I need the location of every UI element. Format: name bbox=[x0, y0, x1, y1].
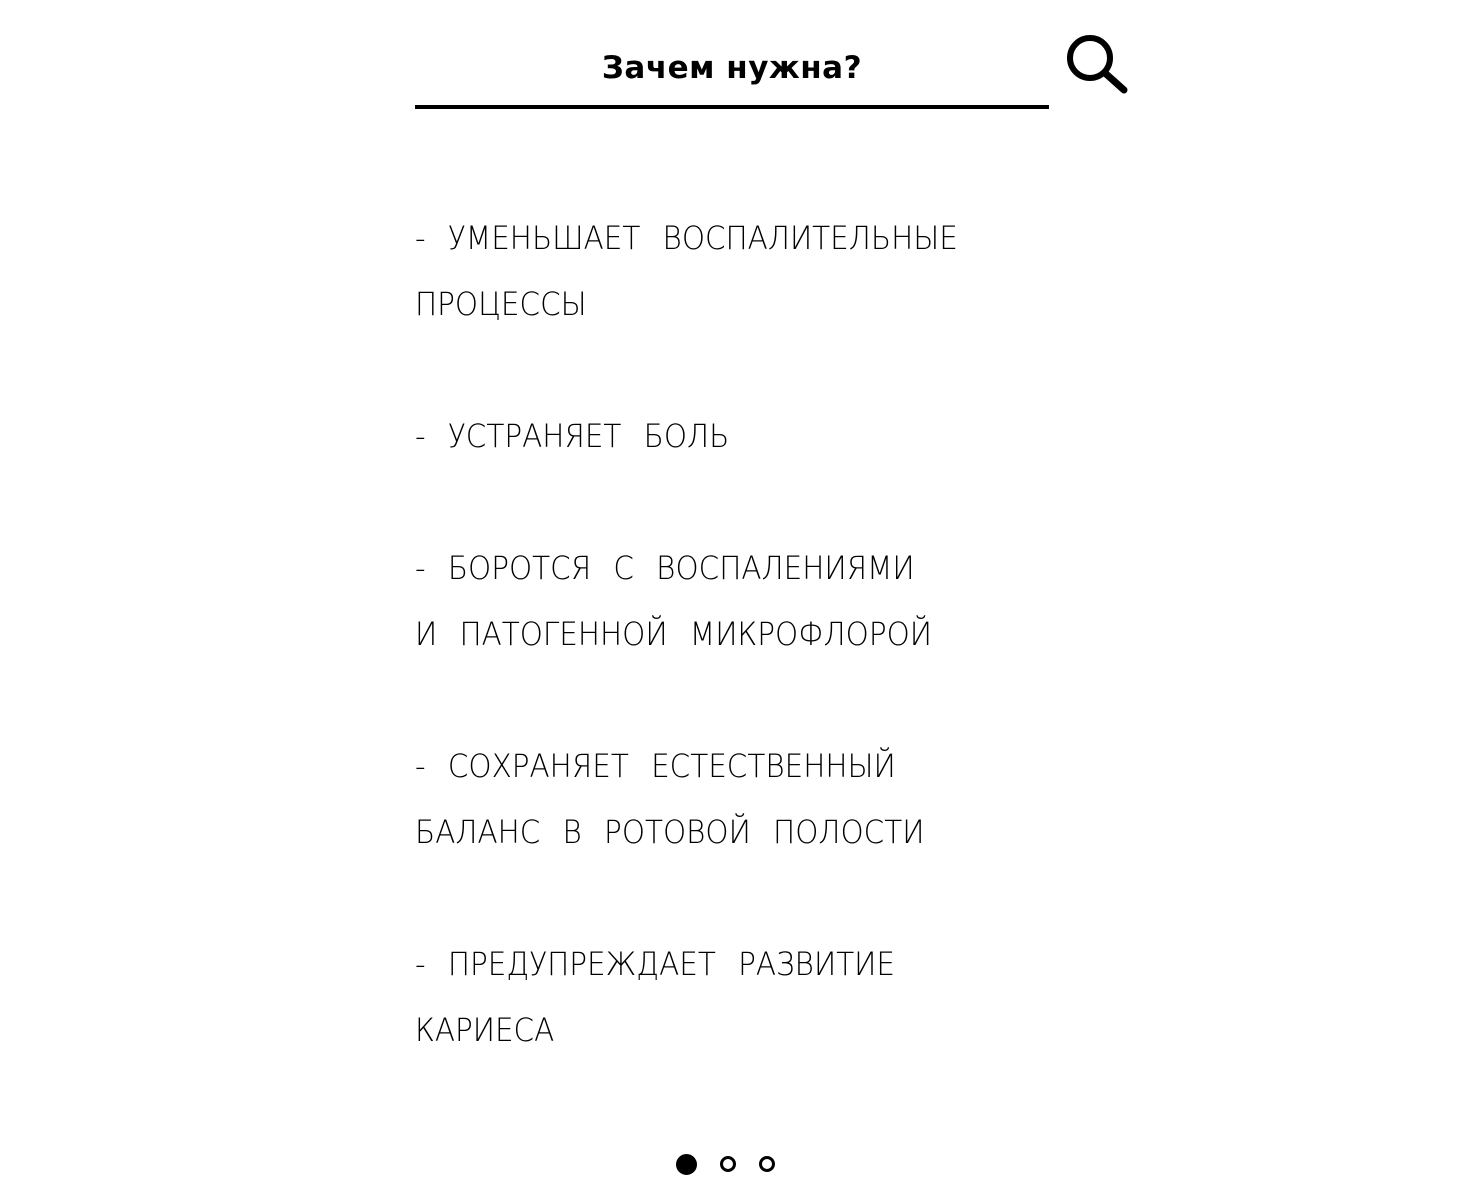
benefit-item: - ПРЕДУПРЕЖДАЕТ РАЗВИТИЕ КАРИЕСА bbox=[415, 945, 895, 1049]
search-icon bbox=[1062, 30, 1134, 98]
search-button[interactable] bbox=[1062, 30, 1134, 98]
page-title: Зачем нужна? bbox=[601, 50, 863, 86]
title-underline bbox=[415, 105, 1049, 109]
page-dot-2[interactable] bbox=[720, 1156, 736, 1172]
page-dot-1-active[interactable] bbox=[676, 1154, 697, 1175]
benefits-list bbox=[415, 205, 1075, 1063]
benefit-item: - УМЕНЬШАЕТ ВОСПАЛИТЕЛЬНЫЕ ПРОЦЕССЫ bbox=[415, 219, 958, 323]
page-dot-3[interactable] bbox=[759, 1156, 775, 1172]
benefit-item: - БОРОТСЯ С ВОСПАЛЕНИЯМИ И ПАТОГЕННОЙ МИКРОФЛОРОЙ bbox=[415, 549, 932, 653]
page-header bbox=[415, 40, 1049, 110]
benefit-item: - УСТРАНЯЕТ БОЛЬ bbox=[415, 417, 730, 455]
benefit-item: - СОХРАНЯЕТ ЕСТЕСТВЕННЫЙ БАЛАНС В РОТОВОЙ ПОЛОСТИ bbox=[415, 747, 925, 851]
pagination-dots bbox=[676, 1152, 796, 1176]
